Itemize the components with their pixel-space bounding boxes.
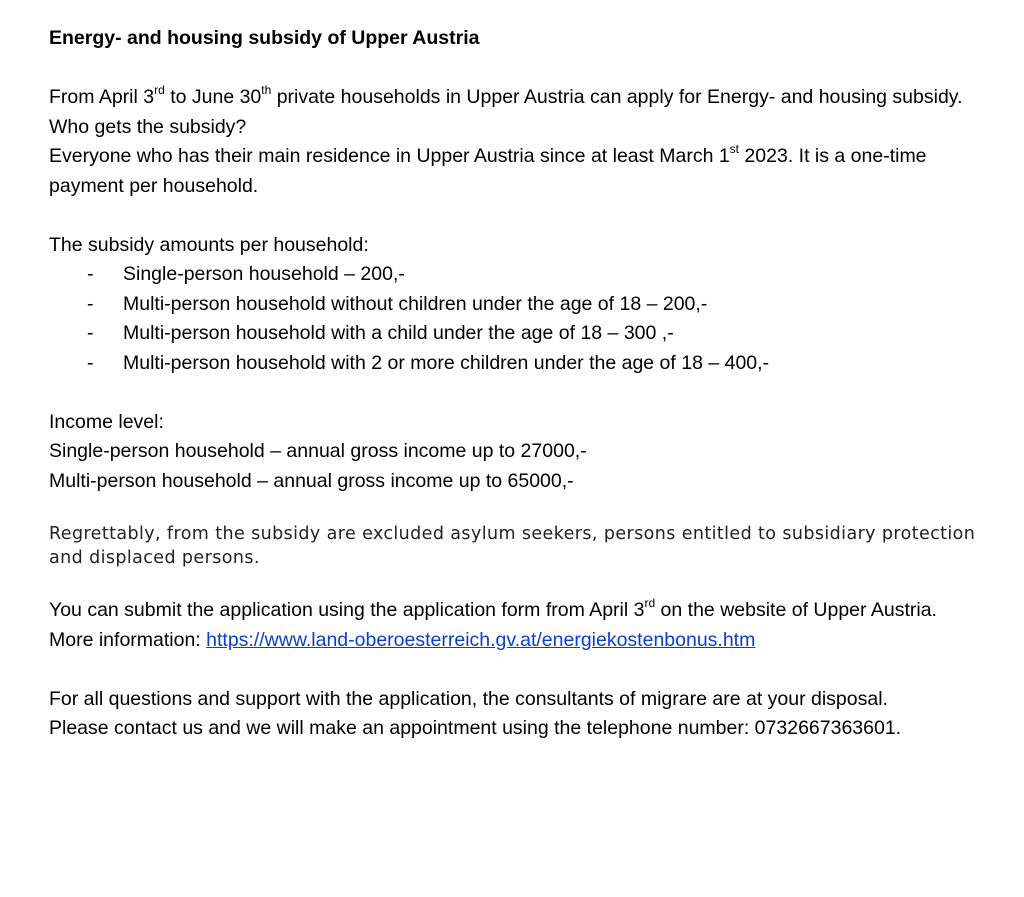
contact-paragraph: Please contact us and we will make an appointment using the telephone number: 0732667363601.: [49, 717, 902, 739]
list-item-text: Multi-person household with 2 or more children under the age of 18 – 400,-: [123, 351, 770, 374]
intro-text-3: private households in Upper Austria can apply for Energy- and housing subsidy.: [271, 86, 963, 108]
income-multi: Multi-person household – annual gross income up to 65000,-: [49, 469, 574, 492]
list-item-text: Single-person household – 200,-: [123, 263, 405, 285]
income-heading: Income level:: [49, 410, 164, 433]
document-page: [49, 24, 989, 744]
list-item: [49, 260, 989, 290]
intro-sup-1: rd: [154, 82, 165, 97]
more-info-label: More information:: [49, 628, 207, 651]
income-single: Single-person household – annual gross income up to 27000,-: [49, 440, 587, 462]
spacer: [49, 655, 989, 685]
intro-text-1: From April 3: [49, 86, 155, 108]
eligibility-text-1: Everyone who has their main residence in Upper Austria since at least March 1: [49, 145, 730, 167]
application-sup: rd: [644, 595, 656, 610]
list-item: [49, 319, 989, 349]
spacer: [49, 570, 989, 596]
list-bullet: -: [87, 351, 94, 374]
more-info-line: [49, 626, 989, 656]
list-bullet: -: [87, 322, 94, 344]
intro-sup-2: th: [261, 82, 272, 97]
amounts-list: [49, 260, 989, 378]
list-item: [49, 349, 989, 379]
application-paragraph: [49, 596, 989, 626]
who-heading: Who gets the subsidy?: [49, 115, 247, 138]
list-bullet: -: [87, 263, 94, 285]
spacer: [49, 496, 989, 522]
eligibility-text-2: 2023. It is a one-time payment per household.: [49, 145, 927, 197]
list-bullet: -: [87, 292, 94, 315]
document-title: Energy- and housing subsidy of Upper Austria: [49, 27, 480, 49]
intro-paragraph: [49, 83, 989, 113]
website-link[interactable]: https://www.land-oberoesterreich.gv.at/energiekostenbonus.htm: [206, 628, 756, 651]
spacer: [49, 378, 989, 408]
amounts-heading: The subsidy amounts per household:: [49, 233, 369, 256]
eligibility-paragraph: [49, 142, 989, 201]
spacer: [49, 54, 989, 84]
list-item: [49, 290, 989, 320]
spacer: [49, 201, 989, 231]
support-paragraph: For all questions and support with the application, the consultants of migrare are at your disposal.: [49, 687, 888, 710]
application-text-1: You can submit the application using the application form from April 3: [49, 599, 645, 621]
list-item-text: Multi-person household without children under the age of 18 – 200,-: [123, 292, 708, 315]
list-item-text: Multi-person household with a child under the age of 18 – 300 ,-: [123, 322, 674, 344]
eligibility-sup: st: [729, 141, 740, 156]
exclusion-note: Regrettably, from the subsidy are excluded asylum seekers, persons entitled to subsidiary protection and displaced persons.: [49, 524, 976, 568]
intro-text-2: to June 30: [164, 86, 262, 108]
application-text-2: on the website of Upper Austria.: [655, 599, 937, 621]
